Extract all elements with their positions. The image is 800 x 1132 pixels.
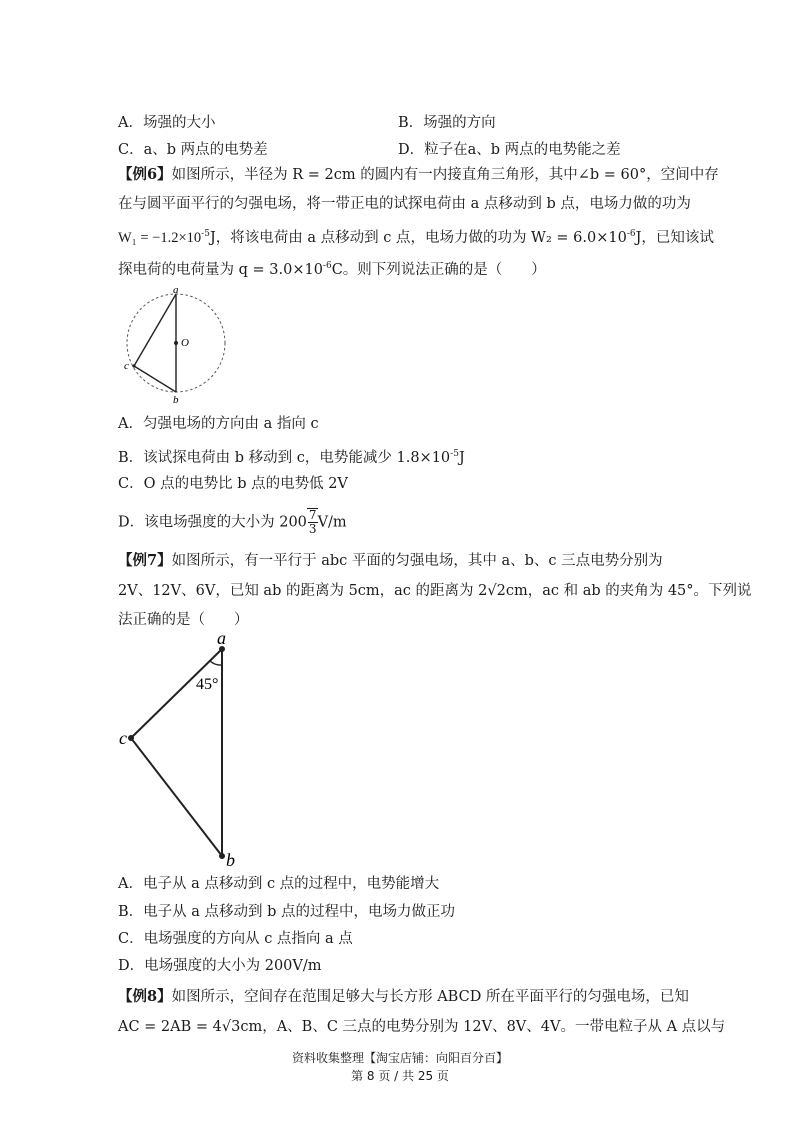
ex8-tag: 【例8】 — [118, 988, 172, 1005]
ex7-option-c: C．电场强度的方向从 c 点指向 a 点 — [118, 931, 353, 947]
ex6-option-d-den: 3 — [308, 522, 317, 536]
ex6-line4-start: 探电荷的电荷量为 q = 3.0×10 — [118, 262, 323, 278]
ex6-w1-exp: -5 — [201, 229, 210, 239]
ex6-option-d-text: D．该电场强度的大小为 200 — [118, 514, 307, 531]
ex7-point-c — [128, 735, 134, 741]
ex8-line1 — [118, 987, 689, 1007]
ex7-angle-arc — [210, 661, 222, 665]
ex6-option-b — [118, 444, 465, 468]
ex7-text-line1: 如图所示，有一平行于 abc 平面的匀强电场，其中 a、b、c 三点电势分别为 — [171, 553, 663, 569]
ex6-tag: 【例6】 — [118, 166, 172, 183]
footer-source: 资料收集整理【淘宝店铺：向阳百分百】 — [291, 1051, 508, 1065]
ex6-q-exp: -6 — [322, 261, 332, 271]
ex6-side-ac — [134, 294, 176, 366]
ex6-option-d-frac — [308, 509, 318, 536]
ex7-line1 — [118, 551, 663, 571]
ex7-line3: 法正确的是（ ） — [118, 612, 249, 628]
ex7-label-c: c — [119, 728, 127, 748]
ex8-text-line1: 如图所示，空间存在范围足够大与长方形 ABCD 所在平面平行的匀强电场，已知 — [171, 989, 689, 1005]
ex6-option-b-text: B．该试探电荷由 b 移动到 c，电势能减少 1.8×10 — [118, 450, 451, 466]
option-c-prev: C．a、b 两点的电势差 — [118, 142, 268, 158]
ex6-label-b: b — [173, 394, 179, 404]
ex6-center-dot — [174, 341, 178, 345]
ex7-line2: 2V、12V、6V，已知 ab 的距离为 5cm，ac 的距离为 2√2cm，ac 和 ab 的夹角为 45°。下列说 — [118, 583, 752, 599]
ex6-label-c: c — [124, 360, 129, 372]
ex7-figure — [115, 628, 245, 870]
ex6-option-b-unit: J — [458, 450, 465, 466]
ex6-option-d-num: 7 — [308, 508, 317, 522]
ex6-option-b-exp: -5 — [450, 449, 459, 459]
ex7-option-b: B．电子从 a 点移动到 b 点的过程中，电场力做正功 — [118, 904, 456, 920]
ex6-line1 — [118, 165, 719, 185]
ex6-line4-end: C。则下列说法正确的是（ ） — [331, 262, 546, 278]
ex6-option-c: C．O 点的电势比 b 点的电势低 2V — [118, 476, 348, 492]
ex6-line4 — [118, 256, 546, 280]
ex6-figure — [118, 286, 238, 404]
ex7-side-cb — [131, 738, 222, 856]
ex8-line2: AC = 2AB = 4√3cm，A、B、C 三点的电势分别为 12V、8V、4V。一带电粒子从 A 点以与 — [118, 1019, 726, 1035]
ex7-label-a: a — [217, 628, 226, 648]
ex6-w1: W₁ = −1.2×10 — [118, 230, 202, 246]
ex7-point-b — [219, 853, 225, 859]
ex6-line2: 在与圆平面平行的匀强电场，将一带正电的试探电荷由 a 点移动到 b 点，电场力做的功为 — [118, 196, 691, 212]
option-d-prev: D．粒子在a、b 两点的电势能之差 — [398, 142, 621, 158]
ex7-option-a: A．电子从 a 点移动到 c 点的过程中，电势能增大 — [118, 876, 440, 892]
ex6-w2-exp: -6 — [626, 229, 636, 239]
footer-page-number: 第 8 页 / 共 25 页 — [351, 1069, 449, 1083]
ex6-option-a: A．匀强电场的方向由 a 指向 c — [118, 416, 319, 432]
ex6-line3 — [118, 224, 714, 248]
ex7-label-b: b — [226, 850, 235, 870]
option-a-prev: A．场强的大小 — [118, 115, 216, 131]
ex6-option-d — [118, 508, 347, 536]
option-b-prev: B．场强的方向 — [398, 115, 496, 131]
ex6-line3-end: J，已知该试 — [635, 230, 714, 246]
ex6-label-a: a — [173, 286, 179, 296]
ex7-side-ac — [131, 649, 222, 738]
ex6-option-d-sqrt — [307, 508, 318, 536]
ex7-tag: 【例7】 — [118, 552, 172, 569]
ex6-point-c — [132, 364, 135, 367]
ex6-option-d-unit: V/m — [317, 514, 347, 531]
ex6-label-o: O — [181, 337, 189, 349]
ex6-line3-mid: J，将该电荷由 a 点移动到 c 点，电场力做的功为 W₂ = 6.0×10 — [209, 230, 627, 246]
ex7-option-d: D．电场强度的大小为 200V/m — [118, 958, 322, 974]
ex6-side-cb — [134, 366, 176, 392]
ex6-text-line1: 如图所示，半径为 R = 2cm 的圆内有一内接直角三角形，其中∠b = 60°，空间中存 — [171, 167, 719, 183]
ex7-label-angle: 45° — [196, 676, 219, 693]
